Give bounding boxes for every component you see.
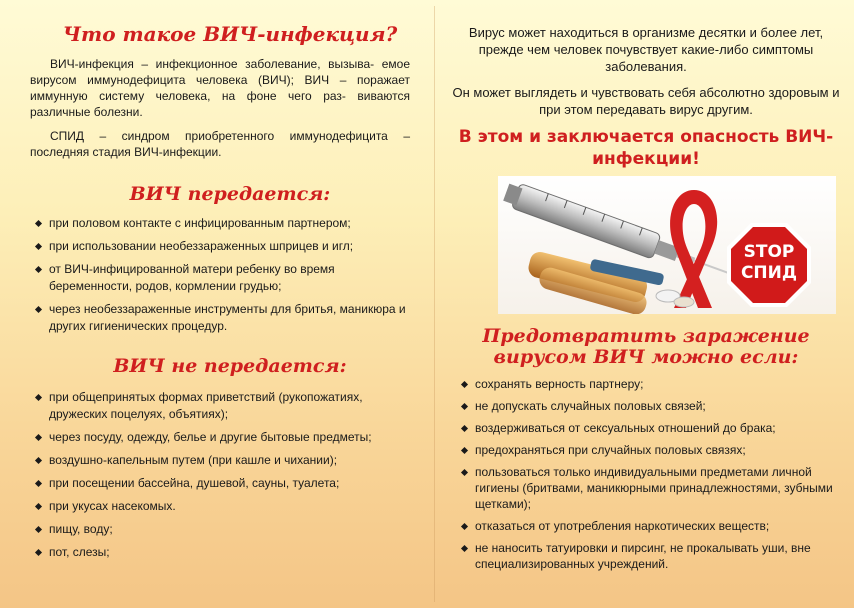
what-is-hiv-paragraph: ВИЧ-инфекция – инфекционное заболевание, вызыва- емое вирусом иммунодефицита человека (ВИЧ); ВИЧ – поражает иммунную систему человека, на фоне чего раз- виваются различные болезни.: [30, 57, 410, 119]
prevention-title: Предотвратить заражение вирусом ВИЧ можно если:: [482, 325, 810, 368]
bullet-icon: [461, 447, 468, 454]
list-item: пищу, воду;: [36, 521, 406, 538]
bullet-icon: [35, 526, 42, 533]
list-item: не наносить татуировки и пирсинг, не прокалывать уши, вне специализированных учреждений.: [462, 540, 834, 572]
list-item: при половом контакте с инфицированным партнером;: [36, 215, 406, 232]
list-item: сохранять верность партнеру;: [462, 376, 834, 392]
list-item: предохраняться при случайных половых связях;: [462, 442, 834, 458]
bullet-icon: [461, 469, 468, 476]
right-column: [438, 0, 854, 608]
aids-definition-paragraph: СПИД – синдром приобретенного иммунодефицита – последняя стадия ВИЧ-инфекции.: [30, 129, 410, 159]
transmits-list: [36, 215, 406, 341]
asymptomatic-text: Он может выглядеть и чувствовать себя абсолютно здоровым и при этом передавать вирус другим.: [452, 85, 840, 117]
what-is-hiv-title: Что такое ВИЧ-инфекция?: [62, 22, 398, 46]
danger-heading: В этом и заключается опасность ВИЧ-инфекции!: [458, 127, 834, 169]
list-item: при общепринятых формах приветствий (рукопожатиях, дружеских поцелуях, объятиях);: [36, 389, 406, 423]
bullet-icon: [35, 266, 42, 273]
bullet-icon: [35, 480, 42, 487]
bullet-icon: [461, 545, 468, 552]
bullet-icon: [35, 549, 42, 556]
hiv-transmits-title: ВИЧ передается:: [129, 183, 331, 205]
list-item: при посещении бассейна, душевой, сауны, туалета;: [36, 475, 406, 492]
bullet-icon: [35, 457, 42, 464]
list-item: через посуду, одежду, белье и другие бытовые предметы;: [36, 429, 406, 446]
list-item: через необеззараженные инструменты для бритья, маникюра и других гигиенических процедур.: [36, 301, 406, 335]
list-item: при укусах насекомых.: [36, 498, 406, 515]
bullet-icon: [35, 503, 42, 510]
not-transmits-list: [36, 389, 406, 567]
bullet-icon: [461, 403, 468, 410]
list-item: пот, слезы;: [36, 544, 406, 561]
list-item: не допускать случайных половых связей;: [462, 398, 834, 414]
bullet-icon: [35, 306, 42, 313]
list-item: от ВИЧ-инфицированной матери ребенку во время беременности, родов, кормлении грудью;: [36, 261, 406, 295]
red-ribbon-icon: [670, 190, 717, 308]
bullet-icon: [35, 243, 42, 250]
list-item: при использовании необеззараженных шприцев и игл;: [36, 238, 406, 255]
hiv-not-transmits-title: ВИЧ не передается:: [113, 355, 347, 377]
bullet-icon: [35, 220, 42, 227]
bullet-icon: [461, 523, 468, 530]
ampoule-icon: [526, 250, 649, 314]
bullet-icon: [461, 381, 468, 388]
prevention-list: [462, 376, 834, 578]
column-divider: [434, 6, 435, 602]
list-item: воздерживаться от сексуальных отношений до брака;: [462, 420, 834, 436]
bullet-icon: [35, 394, 42, 401]
stop-sign-text: STOP СПИД: [740, 242, 798, 283]
list-item: пользоваться только индивидуальными предметами личной гигиены (бритвами, маникюрными принадлежностями, зубными щетками);: [462, 464, 834, 512]
virus-latency-text: Вирус может находиться в организме десятки и более лет, прежде чем человек почувствует какие-либо симптомы заболевания.: [468, 25, 824, 74]
list-item: отказаться от употребления наркотических веществ;: [462, 518, 834, 534]
stop-aids-sign: [726, 222, 812, 308]
list-item: воздушно-капельным путем (при кашле и чихании);: [36, 452, 406, 469]
bullet-icon: [35, 434, 42, 441]
bullet-icon: [461, 425, 468, 432]
